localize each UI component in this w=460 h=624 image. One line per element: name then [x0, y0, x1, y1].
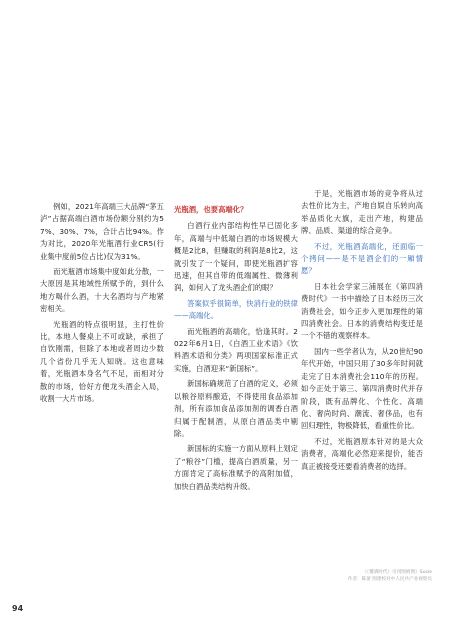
- text-column-2: [174, 204, 298, 496]
- highlight-paragraph: 答案似乎很简单，快消行业的铁律——高端化。: [174, 298, 298, 321]
- paragraph: 不过，光瓶酒原本针对的是大众消费者，高端化必然迎来提价，能否真正被接受还要看消费者的选择。: [301, 436, 423, 471]
- paragraph: 新国标的实施一方面从原料上划定了“粮谷”门槛，提高白酒质量，另一方面肯定了高标准赋予的高附加值，加快白酒品类结构升级。: [174, 444, 298, 491]
- highlight-paragraph: 不过，光瓶酒高端化，还面临一个拷问——是不是酒企们的一厢情愿？: [301, 241, 423, 276]
- paragraph: 新国标确规范了白酒的定义，必须以粮谷原料酿造，不得使用食品添加剂，所有添加食品添加剂的调香白酒归属于配制酒，从原白酒品类中剔除。: [174, 379, 298, 438]
- section-heading: 光瓶酒，也要高端化？: [174, 205, 248, 214]
- photo-caption: 《（懂酒时代）引用图被图》Susie 作者：陈蕾 图建校对中人民共产业视察员: [347, 570, 432, 582]
- paragraph: 日本社会学家三浦展在《第四消费时代》一书中描绘了日本经历三次消费社会，如今正步入更加理性的第四消费社会。日本的消费结构变迁是一个不错的观察样本。: [301, 281, 423, 341]
- text-column-3: [301, 188, 423, 476]
- paragraph: 光瓶酒的特点很明显，主打性价比，本地人餐桌上不可或缺，承担了自饮刚需，但除了本地或者周边少数几个省份几乎无人知晓。这也意味着，光瓶酒本身名气不足，而相对分散的市场，恰好方便龙头酒企入局，收割一大片市场。: [40, 319, 164, 404]
- paragraph: 而光瓶酒的高端化，恰逢其时。2022年6月1日，《白酒工业术语》《饮料酒术语和分类》两项国家标准正式实施，白酒迎来“新国标”。: [174, 326, 298, 373]
- paragraph: 而光瓶酒市场集中度如此分散，一大原因是其地域性所赋予的，到什么地方喝什么酒，十大名酒均与产地紧密相关。: [40, 267, 164, 314]
- paragraph: 白酒行业内部结构性早已固化多年，高端与中低端白酒的市场规模大概是2比8，但赚取的利润是8比2，这就引发了一个疑问，即使光瓶酒扩容迅速，但其自带的低端属性、微薄利润，如何入了龙头酒企们的眼？: [174, 221, 298, 293]
- page-number: 94: [12, 604, 24, 613]
- text-column-1: [40, 201, 164, 409]
- paragraph: 国内一些学者认为，从20世纪90年代开始，中国只用了30多年时间就走完了日本消费社会110年的历程。如今正处于第三、第四消费时代并存阶段，既有品牌化、个性化、高端化、奢尚时尚、潮流、奢侈品，也有回归理性，物极降低，看重性价比。: [301, 346, 423, 431]
- paragraph: 于是，光瓶酒市场的竞争将从过去性价比为主，产地自娱自乐转向高举品质化大旗，走出产地，构建品牌、品质、渠道的综合竞争。: [301, 189, 423, 236]
- paragraph: 例如，2021年高端三大品牌“茅五泸”占据高端白酒市场份额分别约为57%、30%、7%，合计占比94%。作为对比，2020年光瓶酒行业CR5(行业集中度前5位占比)仅为31%。: [40, 202, 164, 261]
